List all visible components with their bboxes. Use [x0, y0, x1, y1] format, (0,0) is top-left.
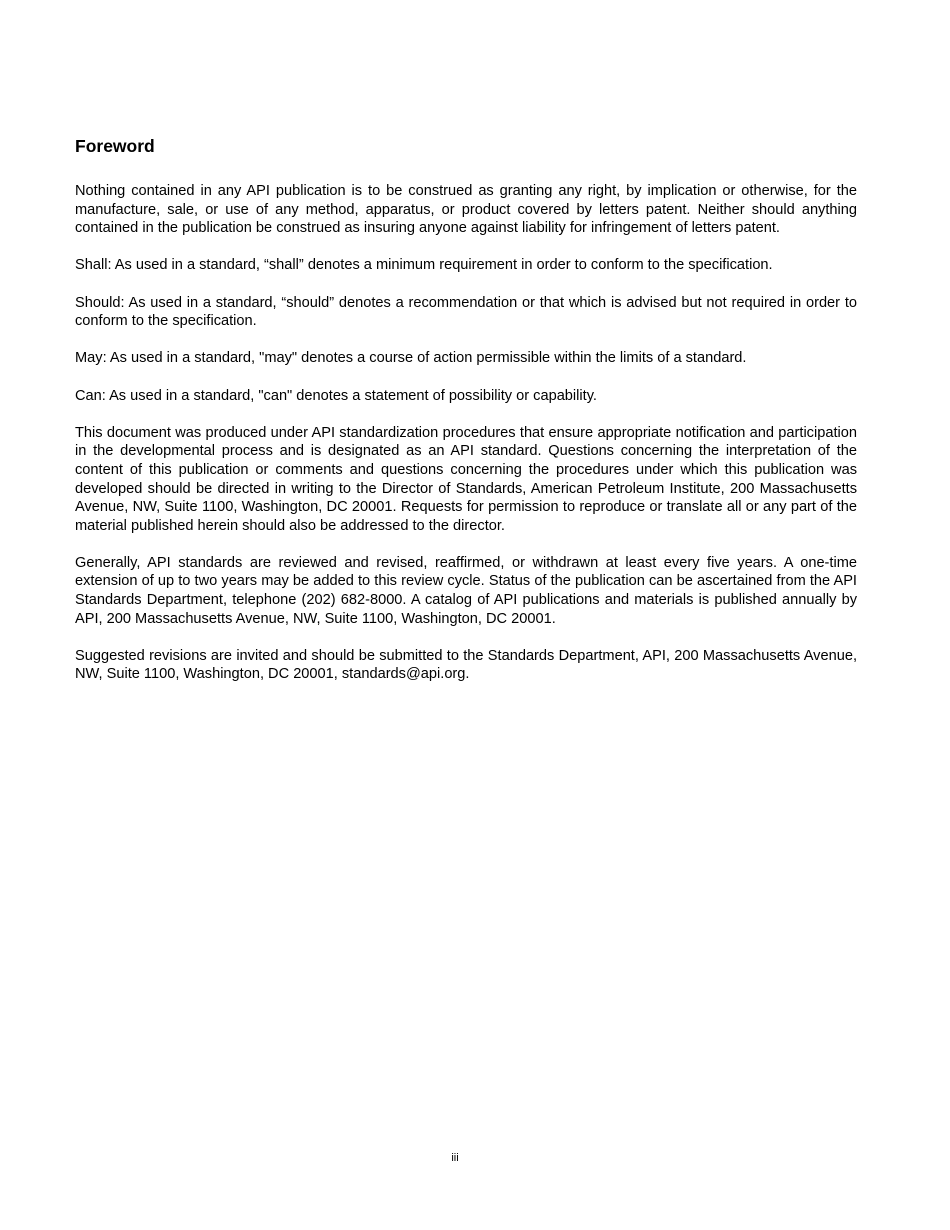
- paragraph-may-definition: May: As used in a standard, "may" denotes a course of action permissible within the limits of a standard.: [75, 350, 747, 367]
- paragraph-shall-definition: Shall: As used in a standard, “shall” denotes a minimum requirement in order to conform to the specification.: [75, 257, 773, 274]
- paragraph-review-cycle: Generally, API standards are reviewed and revised, reaffirmed, or withdrawn at least every five years. A one-time extension of up to two years may be added to this review cycle. Status of the publication can be ascertained from the API Standards Department, telephone (202) 682-8000. A catalog of API publications and materials is published annually by API, 200 Massachusetts Avenue, NW, Suite 1100, Washington, DC 20001.: [75, 554, 857, 627]
- page-number: iii: [451, 1152, 459, 1164]
- page-title: Foreword: [75, 136, 155, 156]
- paragraph-can-definition: Can: As used in a standard, "can" denotes a statement of possibility or capability.: [75, 387, 597, 404]
- foreword-body: [75, 182, 857, 703]
- paragraph-patent-disclaimer: Nothing contained in any API publication is to be construed as granting any right, by implication or otherwise, for the manufacture, sale, or use of any method, apparatus, or product covered by letters patent. Neither should anything contained in the publication be construed as insuring anyone against liability for infringement of letters patent.: [75, 183, 857, 237]
- paragraph-suggested-revisions: Suggested revisions are invited and should be submitted to the Standards Department, API, 200 Massachusetts Avenue, NW, Suite 1100, Washington, DC 20001, standards@api.org.: [75, 647, 857, 683]
- paragraph-should-definition: Should: As used in a standard, “should” denotes a recommendation or that which is advised but not required in order to conform to the specification.: [75, 294, 857, 330]
- paragraph-standardization-procedures: This document was produced under API standardization procedures that ensure appropriate notification and participation in the developmental process and is designated as an API standard. Questions concerning the interpretation of the content of this publication or comments and questions concerning the procedures under which this publication was developed should be directed in writing to the Director of Standards, American Petroleum Institute, 200 Massachusetts Avenue, NW, Suite 1100, Washington, DC 20001. Requests for permission to reproduce or translate all or any part of the material published herein should also be addressed to the director.: [75, 424, 857, 534]
